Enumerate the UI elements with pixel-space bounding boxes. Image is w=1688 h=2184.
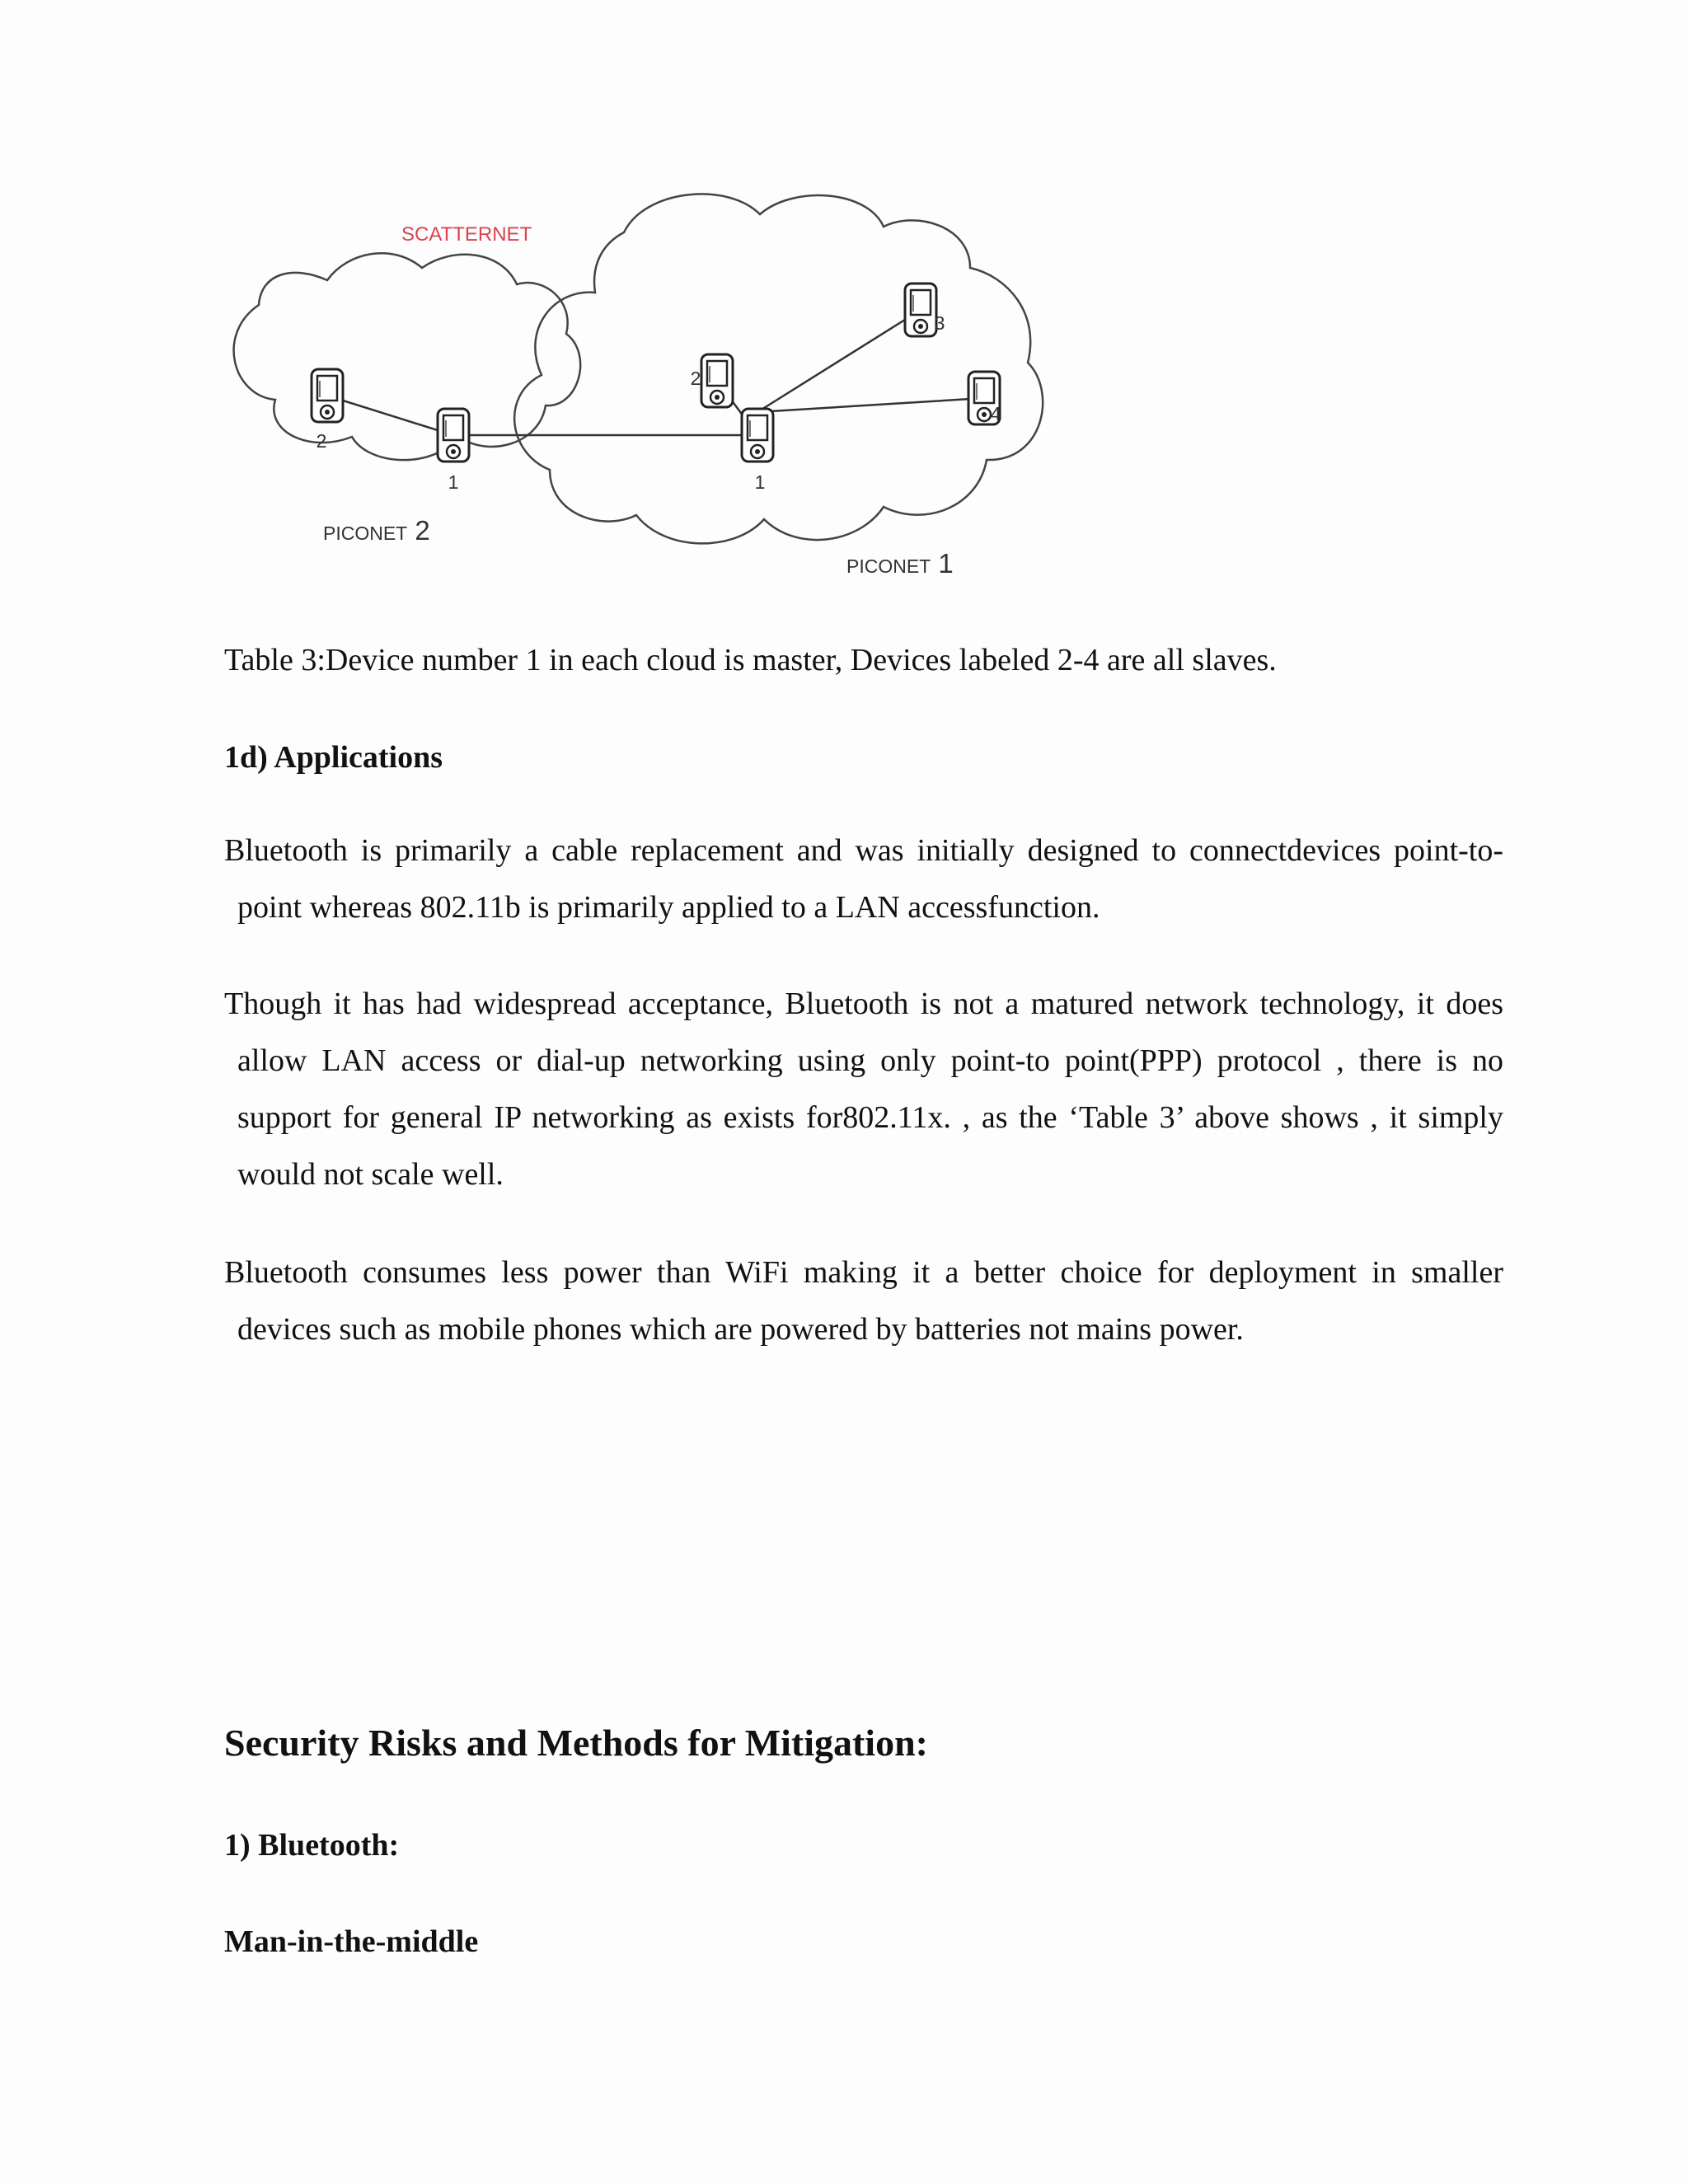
pda-device-icon bbox=[905, 284, 936, 336]
topic-heading-mitm: Man-in-the-middle bbox=[224, 1924, 479, 1959]
device-label: 2 bbox=[690, 368, 701, 389]
device-label: 1 bbox=[448, 471, 459, 493]
scatternet-title: Scatternet bbox=[401, 216, 532, 247]
scatternet-diagram-svg bbox=[216, 190, 1147, 593]
pda-device-icon bbox=[701, 354, 733, 407]
paragraph: Bluetooth is primarily a cable replacement and was initially designed to connectdevices point-to-point whereas 802.11b is primarily applied to a LAN accessfunction. bbox=[224, 833, 1503, 925]
device-label: 3 bbox=[934, 312, 945, 334]
paragraph: Though it has had widespread acceptance, Bluetooth is not a matured network technology, it does allow LAN access or dial-up networking using only point-to point(PPP) protocol , there is no support for general IP networking as exists for802.11x. , as the ‘Table 3’ above shows , it simply would not scale well. bbox=[224, 987, 1503, 1192]
device-label: 1 bbox=[754, 471, 766, 493]
connection-lines bbox=[327, 310, 984, 435]
piconet-2-label: Piconet 2 bbox=[323, 515, 430, 546]
section-heading-security: Security Risks and Methods for Mitigation: bbox=[224, 1722, 928, 1764]
piconet-1-label: Piconet 1 bbox=[846, 548, 954, 579]
pda-device-icon bbox=[438, 409, 469, 462]
section-heading-applications: 1d) Applications bbox=[224, 740, 443, 775]
piconet-1-cloud bbox=[514, 194, 1043, 543]
piconet-2-cloud bbox=[234, 253, 581, 460]
paragraph: Bluetooth consumes less power than WiFi making it a better choice for deployment in smaller devices such as mobile phones which are powered by batteries not mains power. bbox=[224, 1255, 1503, 1347]
pda-device-icon bbox=[312, 369, 343, 422]
subsection-heading-bluetooth: 1) Bluetooth: bbox=[224, 1828, 400, 1863]
figure-caption: Table 3:Device number 1 in each cloud is master, Devices labeled 2-4 are all slaves. bbox=[224, 643, 1277, 677]
scatternet-diagram bbox=[216, 190, 1147, 593]
pda-device-icon bbox=[742, 409, 773, 462]
device-label: 2 bbox=[316, 430, 327, 452]
device-label: 4 bbox=[990, 403, 1001, 424]
